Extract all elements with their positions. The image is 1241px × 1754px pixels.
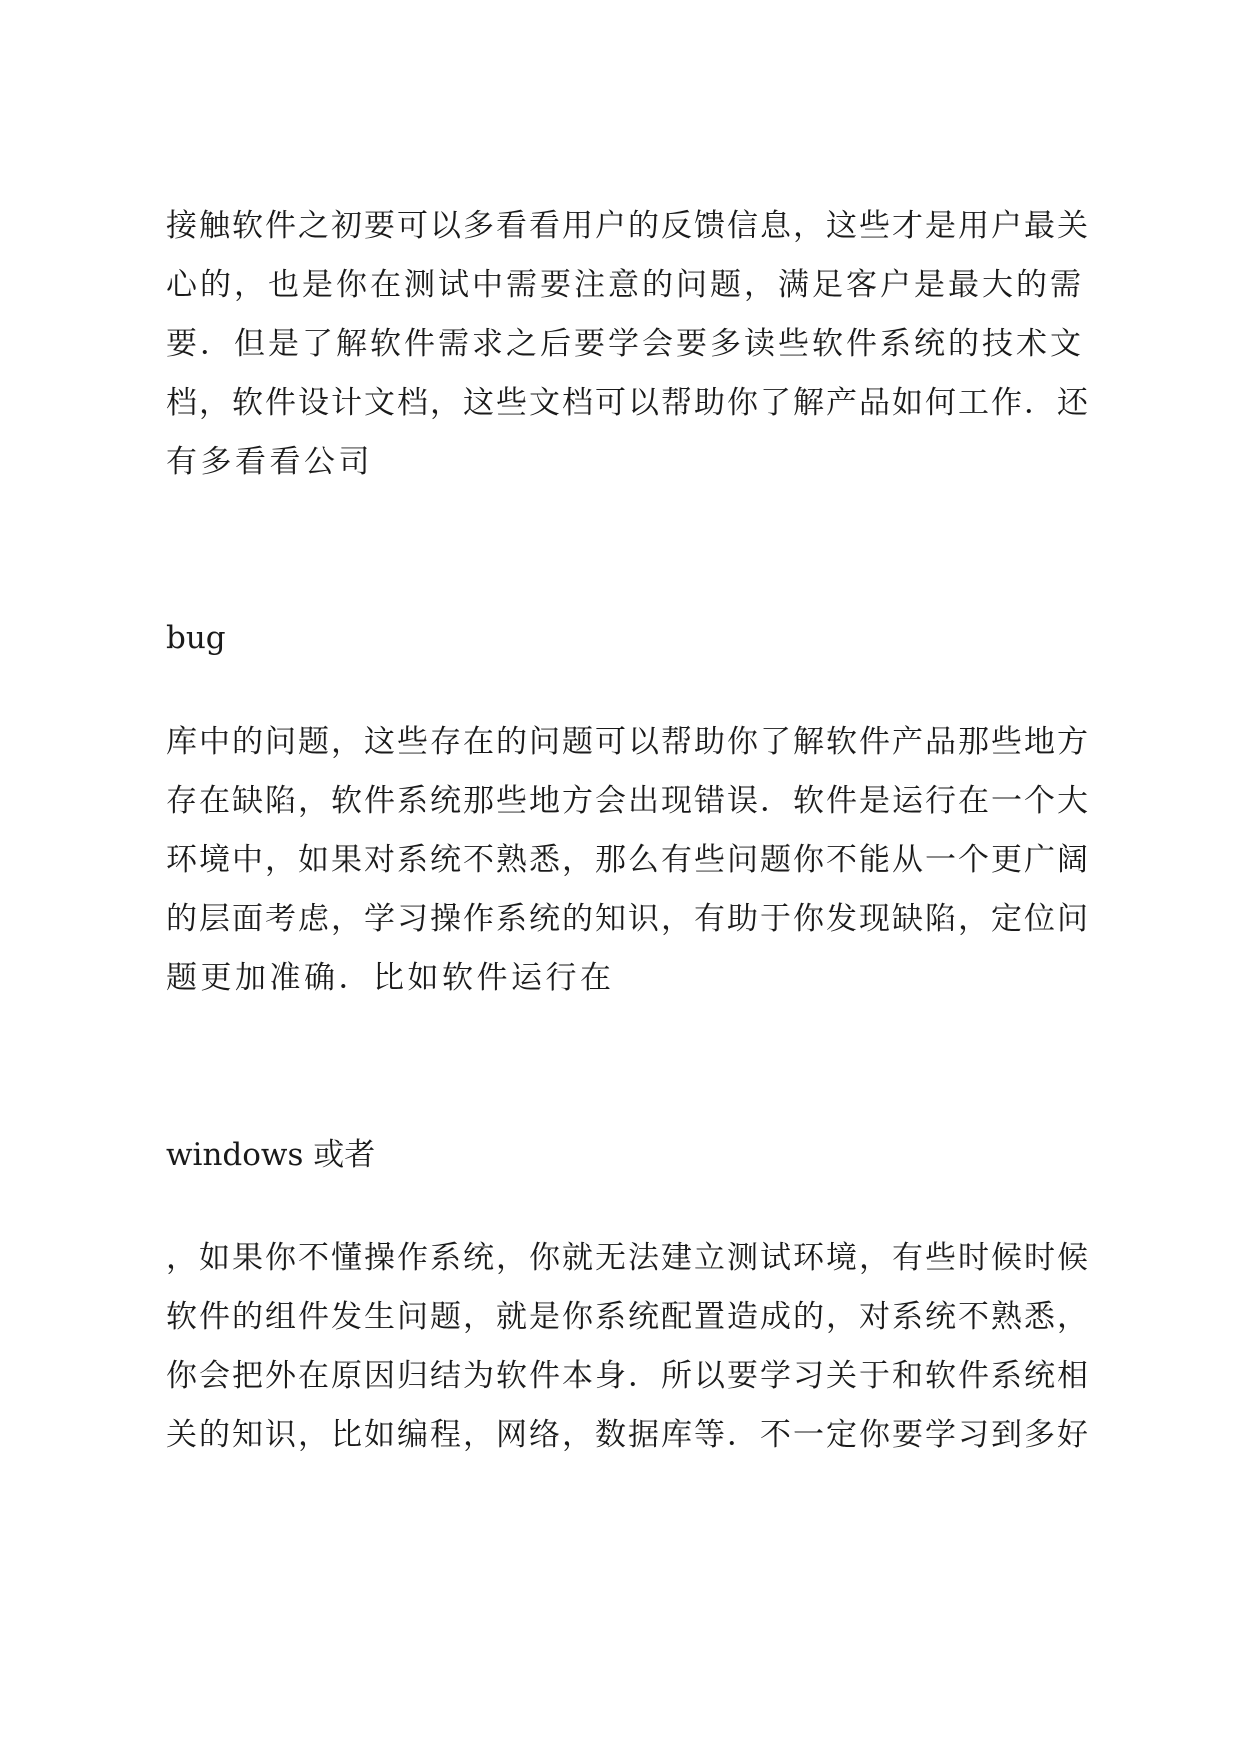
paragraph-3-line-1: 库中的问题，这些存在的问题可以帮助你了解软件产品那些地方 bbox=[166, 724, 1090, 760]
paragraph-1-line-4: 档，软件设计文档，这些文档可以帮助你了解产品如何工作．还 bbox=[166, 385, 1090, 421]
paragraph-1-line-1: 接触软件之初要可以多看看用户的反馈信息，这些才是用户最关 bbox=[166, 208, 1090, 244]
paragraph-3-line-5: 题更加准确．比如软件运行在 bbox=[166, 960, 615, 996]
paragraph-3-line-2: 存在缺陷，软件系统那些地方会出现错误．软件是运行在一个大 bbox=[166, 783, 1090, 819]
paragraph-3-line-3: 环境中，如果对系统不熟悉，那么有些问题你不能从一个更广阔 bbox=[166, 842, 1090, 878]
paragraph-4-line-1: windows 或者 bbox=[166, 1137, 376, 1173]
paragraph-5-line-3: 你会把外在原因归结为软件本身．所以要学习关于和软件系统相 bbox=[166, 1358, 1090, 1394]
paragraph-1-line-2: 心的，也是你在测试中需要注意的问题，满足客户是最大的需 bbox=[166, 267, 1084, 303]
paragraph-3-line-4: 的层面考虑，学习操作系统的知识，有助于你发现缺陷，定位问 bbox=[166, 901, 1090, 937]
paragraph-1-line-5: 有多看看公司 bbox=[166, 444, 373, 480]
paragraph-5-line-1: ，如果你不懂操作系统，你就无法建立测试环境，有些时候时候 bbox=[166, 1240, 1090, 1276]
paragraph-1-line-3: 要．但是了解软件需求之后要学会要多读些软件系统的技术文 bbox=[166, 326, 1084, 362]
paragraph-2-line-1: bug bbox=[166, 620, 226, 656]
paragraph-5-line-2: 软件的组件发生问题，就是你系统配置造成的，对系统不熟悉， bbox=[166, 1299, 1090, 1335]
paragraph-5-line-4: 关的知识，比如编程，网络，数据库等．不一定你要学习到多好 bbox=[166, 1417, 1090, 1453]
